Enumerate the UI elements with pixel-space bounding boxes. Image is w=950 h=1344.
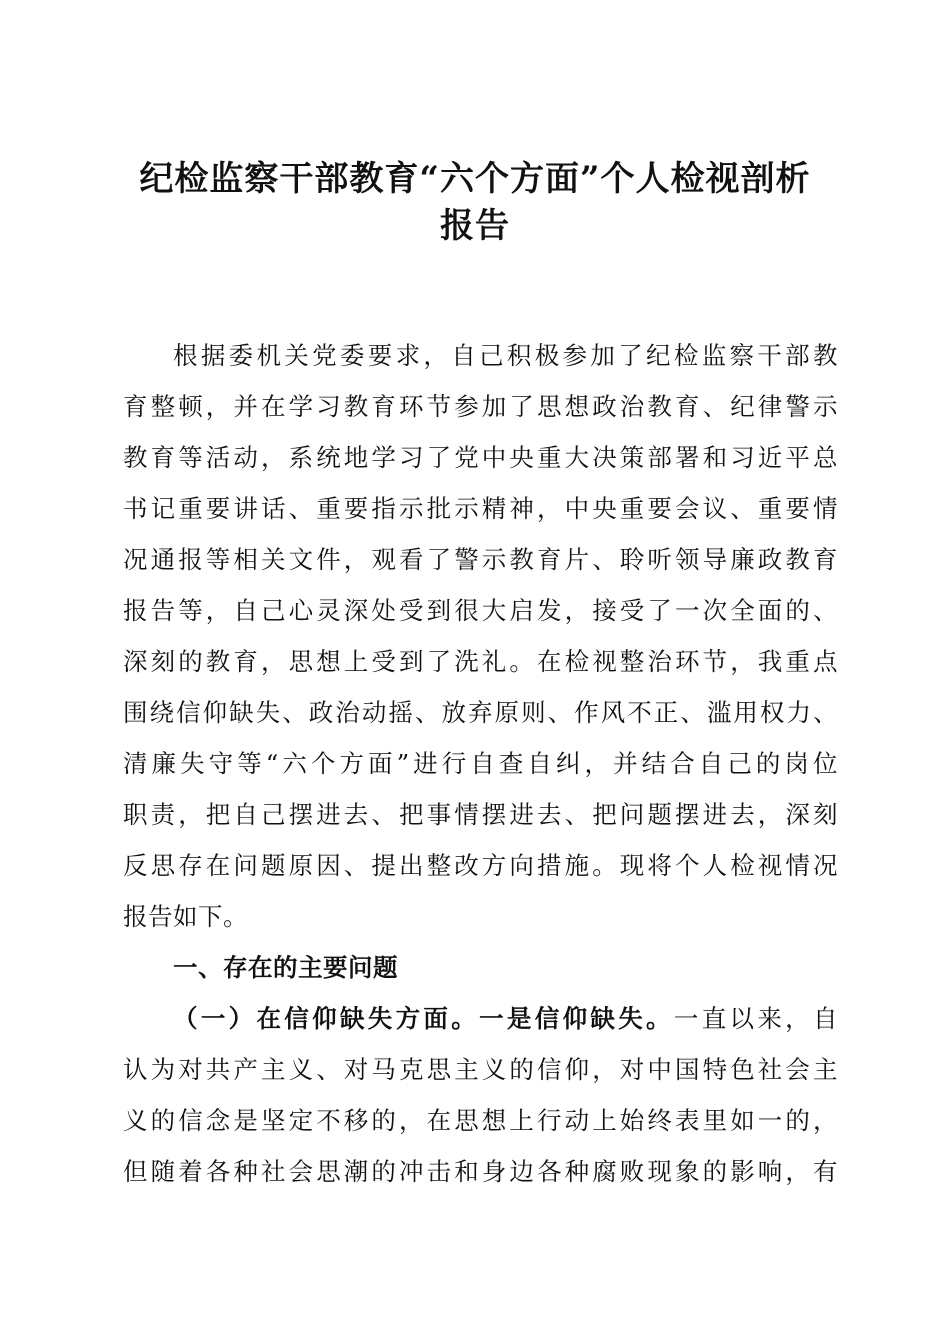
subsection-1-line: 义的信念是坚定不移的，在思想上行动上始终表里如一的， xyxy=(123,1106,838,1135)
intro-line: 围绕信仰缺失、政治动摇、放弃原则、作风不正、滥用权力、 xyxy=(123,698,838,727)
intro-line: 职责，把自己摆进去、把事情摆进去、把问题摆进去，深刻 xyxy=(123,800,838,829)
document-title-line-2: 报告 xyxy=(440,206,510,246)
intro-line-last: 报告如下。 xyxy=(123,902,248,931)
subsection-1-lead: （一）在信仰缺失方面。一是信仰缺失。 xyxy=(173,1004,674,1033)
subsection-1-line: 但随着各种社会思潮的冲击和身边各种腐败现象的影响，有 xyxy=(123,1157,838,1186)
document-title-line-1: 纪检监察干部教育“六个方面”个人检视剖析 xyxy=(139,159,811,199)
intro-line: 况通报等相关文件，观看了警示教育片、聆听领导廉政教育 xyxy=(123,545,838,574)
intro-line: 教育等活动，系统地学习了党中央重大决策部署和习近平总 xyxy=(123,443,838,472)
intro-line: 育整顿，并在学习教育环节参加了思想政治教育、纪律警示 xyxy=(123,392,838,421)
intro-line: 深刻的教育，思想上受到了洗礼。在检视整治环节，我重点 xyxy=(123,647,838,676)
intro-line: 反思存在问题原因、提出整改方向措施。现将个人检视情况 xyxy=(123,851,838,880)
intro-line: 清廉失守等“六个方面”进行自查自纠，并结合自己的岗位 xyxy=(123,749,838,778)
subsection-1-first-line-text: 一直以来，自 xyxy=(673,1004,839,1033)
intro-line: 书记重要讲话、重要指示批示精神，中央重要会议、重要情 xyxy=(123,494,838,523)
intro-line: 根据委机关党委要求，自己积极参加了纪检监察干部教 xyxy=(173,341,838,370)
subsection-1-line: 认为对共产主义、对马克思主义的信仰，对中国特色社会主 xyxy=(123,1055,838,1084)
subsection-1-first-line xyxy=(173,1002,838,1036)
section-heading-1: 一、存在的主要问题 xyxy=(173,953,398,982)
intro-line: 报告等，自己心灵深处受到很大启发，接受了一次全面的、 xyxy=(123,596,838,625)
